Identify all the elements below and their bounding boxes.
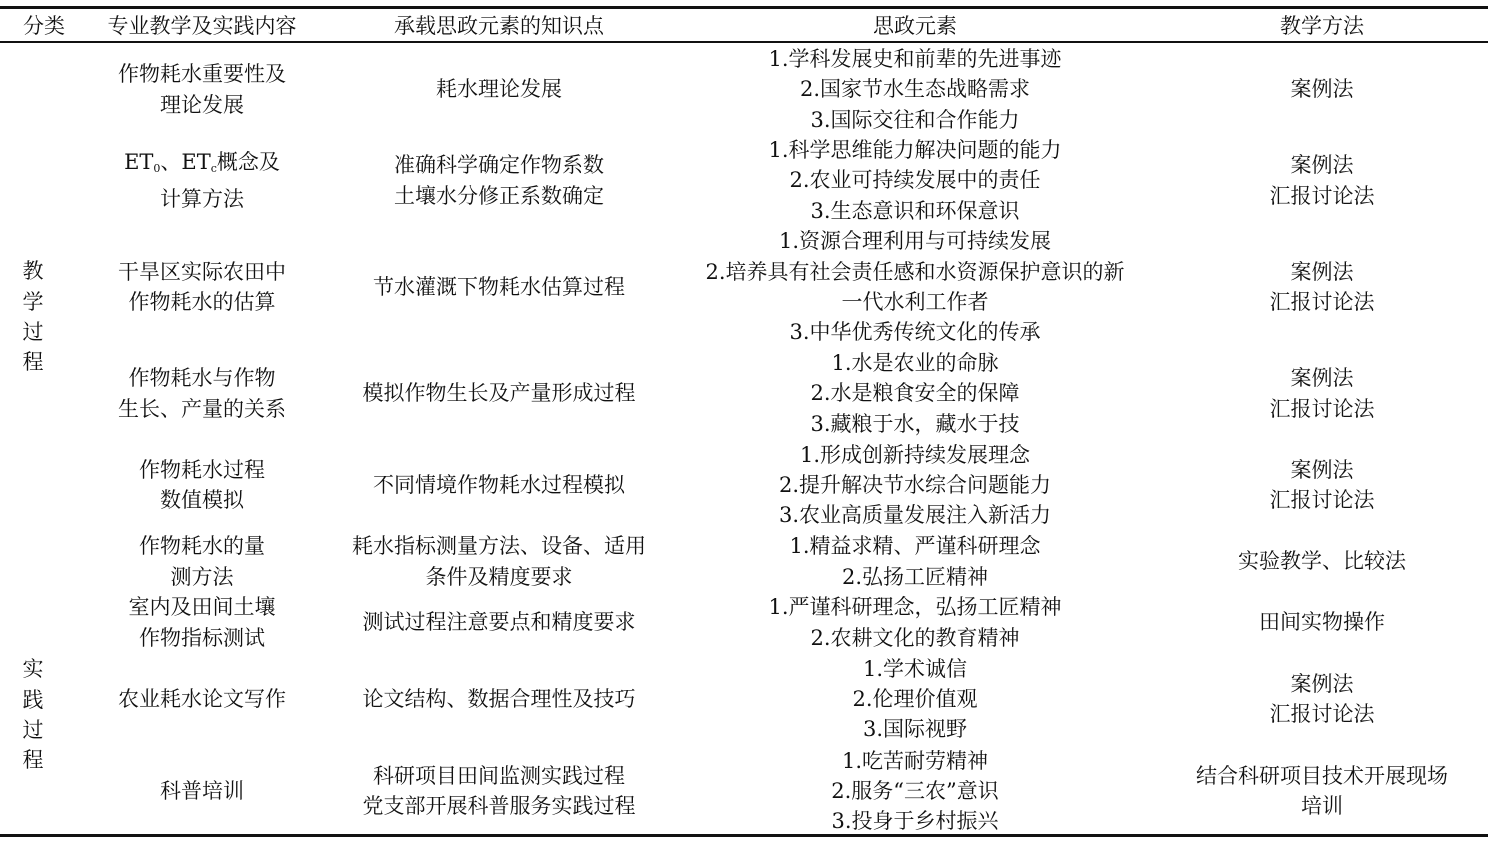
element-line: 1.水是农业的命脉 — [831, 351, 999, 376]
element-line: 2.水是粮食安全的保障 — [810, 381, 1020, 406]
row-3-knowledge — [338, 226, 660, 348]
row-6-content — [66, 531, 338, 592]
method-line: 汇报讨论法 — [1269, 396, 1375, 421]
row-7-knowledge — [338, 592, 660, 653]
row-5-content — [66, 439, 338, 531]
element-line: 2.服务“三农”意识 — [831, 778, 999, 803]
et0-sub: 0 — [153, 161, 161, 175]
knowledge-line: 土壤水分修正系数确定 — [394, 183, 604, 208]
element-line: 1.学科发展史和前辈的先进事迹 — [768, 47, 1062, 72]
row-8-elements — [660, 653, 1170, 745]
content-line: 科普培训 — [160, 778, 244, 803]
element-line: 3.投身于乡村振兴 — [831, 809, 999, 834]
content-line: 作物指标测试 — [139, 625, 265, 650]
content-line: 作物耗水与作物 — [128, 366, 276, 391]
row-9-elements — [660, 745, 1170, 837]
knowledge-line: 模拟作物生长及产量形成过程 — [362, 381, 636, 406]
row-1-elements — [660, 44, 1170, 135]
row-2-knowledge — [338, 135, 660, 226]
element-line: 1.资源合理利用与可持续发展 — [778, 229, 1052, 254]
row-4-content — [66, 348, 338, 439]
row-6-knowledge — [338, 531, 660, 592]
content-line: 计算方法 — [160, 187, 244, 211]
row-8-method — [1160, 653, 1484, 745]
element-line: 3.国际交往和合作能力 — [810, 107, 1020, 132]
category-char: 程 — [22, 350, 44, 375]
method-line: 案例法 — [1290, 153, 1354, 178]
row-6-method — [1160, 531, 1484, 592]
method-line: 田间实物操作 — [1259, 610, 1385, 635]
element-line: 1.严谨科研理念，弘扬工匠精神 — [768, 595, 1062, 620]
content-line: 生长、产量的关系 — [118, 396, 286, 421]
row-2-method — [1160, 135, 1484, 226]
element-line: 2.培养具有社会责任感和水资源保护意识的新 — [705, 259, 1125, 284]
element-line: 2.农业可持续发展中的责任 — [789, 168, 1041, 193]
row-5-elements — [660, 439, 1170, 531]
knowledge-line: 耗水指标测量方法、设备、适用 — [352, 534, 646, 559]
content-line: 农业耗水论文写作 — [118, 686, 286, 711]
content-line-et — [124, 147, 280, 184]
content-line: 作物耗水的估算 — [128, 290, 276, 314]
row-1-content — [66, 44, 338, 135]
row-7-method — [1160, 592, 1484, 653]
header-method: 教学方法 — [1280, 14, 1364, 38]
content-line: 干旱区实际农田中 — [118, 259, 286, 284]
row-2-elements — [660, 135, 1170, 226]
row-3-elements — [660, 226, 1170, 348]
element-line: 2.提升解决节水综合问题能力 — [778, 472, 1052, 497]
header-elements: 思政元素 — [873, 14, 957, 38]
row-4-knowledge — [338, 348, 660, 439]
category-char: 过 — [22, 320, 44, 344]
row-1-knowledge — [338, 44, 660, 135]
row-8-content — [66, 653, 338, 745]
et-tail: 概念及 — [216, 149, 280, 174]
method-line: 案例法 — [1290, 259, 1354, 284]
element-line: 2.农耕文化的教育精神 — [810, 625, 1020, 650]
knowledge-line: 不同情境作物耗水过程模拟 — [373, 472, 625, 497]
content-line: 作物耗水重要性及 — [118, 62, 286, 87]
rule-header-bottom — [0, 41, 1488, 43]
element-line: 3.国际视野 — [862, 717, 968, 742]
element-line: 3.农业高质量发展注入新活力 — [778, 503, 1052, 528]
element-line: 2.弘扬工匠精神 — [841, 564, 989, 589]
method-line: 案例法 — [1290, 457, 1354, 482]
method-line: 汇报讨论法 — [1269, 183, 1375, 208]
content-line: 理论发展 — [160, 92, 244, 117]
row-5-knowledge — [338, 439, 660, 531]
element-line: 1.学术诚信 — [862, 656, 968, 681]
row-7-elements — [660, 592, 1170, 653]
category-char: 教 — [22, 259, 44, 284]
row-4-elements — [660, 348, 1170, 439]
category-char: 学 — [22, 289, 44, 314]
knowledge-line: 耗水理论发展 — [436, 77, 562, 102]
element-line: 2.国家节水生态战略需求 — [799, 77, 1031, 102]
category-char: 践 — [22, 687, 44, 712]
element-line: 3.藏粮于水，藏水于技 — [810, 411, 1020, 436]
content-line: 测方法 — [170, 564, 234, 589]
element-line: 1.精益求精、严谨科研理念 — [789, 534, 1041, 559]
method-line: 案例法 — [1290, 671, 1354, 696]
knowledge-line: 准确科学确定作物系数 — [394, 153, 604, 178]
row-9-knowledge — [338, 745, 660, 837]
category-char: 程 — [22, 748, 44, 773]
element-line: 3.生态意识和环保意识 — [810, 198, 1020, 223]
element-line: 3.中华优秀传统文化的传承 — [789, 320, 1041, 345]
row-6-elements — [660, 531, 1170, 592]
content-line: 作物耗水过程 — [139, 457, 265, 482]
et0-base: ET — [124, 149, 154, 174]
header-knowledge: 承载思政元素的知识点 — [394, 14, 604, 38]
row-9-content — [66, 745, 338, 837]
category-char: 过 — [22, 718, 44, 742]
knowledge-line: 科研项目田间监测实践过程 — [373, 763, 625, 788]
category-teaching — [0, 256, 66, 378]
row-3-method — [1160, 226, 1484, 348]
etc-base: ET — [181, 149, 211, 174]
method-line: 结合科研项目技术开展现场 — [1196, 763, 1448, 788]
row-5-method — [1160, 439, 1484, 531]
method-line: 实验教学、比较法 — [1238, 549, 1406, 574]
row-3-content — [66, 226, 338, 348]
element-line: 1.形成创新持续发展理念 — [799, 442, 1031, 467]
header-category: 分类 — [23, 14, 65, 38]
element-line: 一代水利工作者 — [841, 290, 989, 314]
knowledge-line: 测试过程注意要点和精度要求 — [362, 610, 636, 635]
method-line: 案例法 — [1290, 366, 1354, 391]
knowledge-line: 党支部开展科普服务实践过程 — [362, 794, 636, 818]
content-line: 作物耗水的量 — [139, 534, 265, 559]
row-2-content — [66, 135, 338, 226]
row-4-method — [1160, 348, 1484, 439]
knowledge-line: 论文结构、数据合理性及技巧 — [362, 686, 636, 711]
et-sep: 、 — [160, 149, 182, 174]
method-line: 案例法 — [1290, 77, 1354, 102]
element-line: 1.科学思维能力解决问题的能力 — [768, 138, 1062, 163]
category-practice — [0, 654, 66, 776]
content-line: 室内及田间土壤 — [128, 595, 276, 620]
category-char: 实 — [22, 657, 44, 682]
content-line: 数值模拟 — [160, 488, 244, 512]
method-line: 汇报讨论法 — [1269, 488, 1375, 512]
knowledge-line: 节水灌溉下物耗水估算过程 — [373, 274, 625, 299]
method-line: 培训 — [1301, 794, 1343, 818]
element-line: 2.伦理价值观 — [852, 686, 978, 711]
element-line: 1.吃苦耐劳精神 — [841, 748, 989, 773]
row-9-method — [1160, 745, 1484, 837]
method-line: 汇报讨论法 — [1269, 702, 1375, 726]
row-8-knowledge — [338, 653, 660, 745]
row-1-method — [1160, 44, 1484, 135]
header-content: 专业教学及实践内容 — [107, 14, 297, 38]
etc-sub: c — [210, 161, 217, 175]
method-line: 汇报讨论法 — [1269, 290, 1375, 314]
knowledge-line: 条件及精度要求 — [425, 564, 573, 589]
row-7-content — [66, 592, 338, 653]
